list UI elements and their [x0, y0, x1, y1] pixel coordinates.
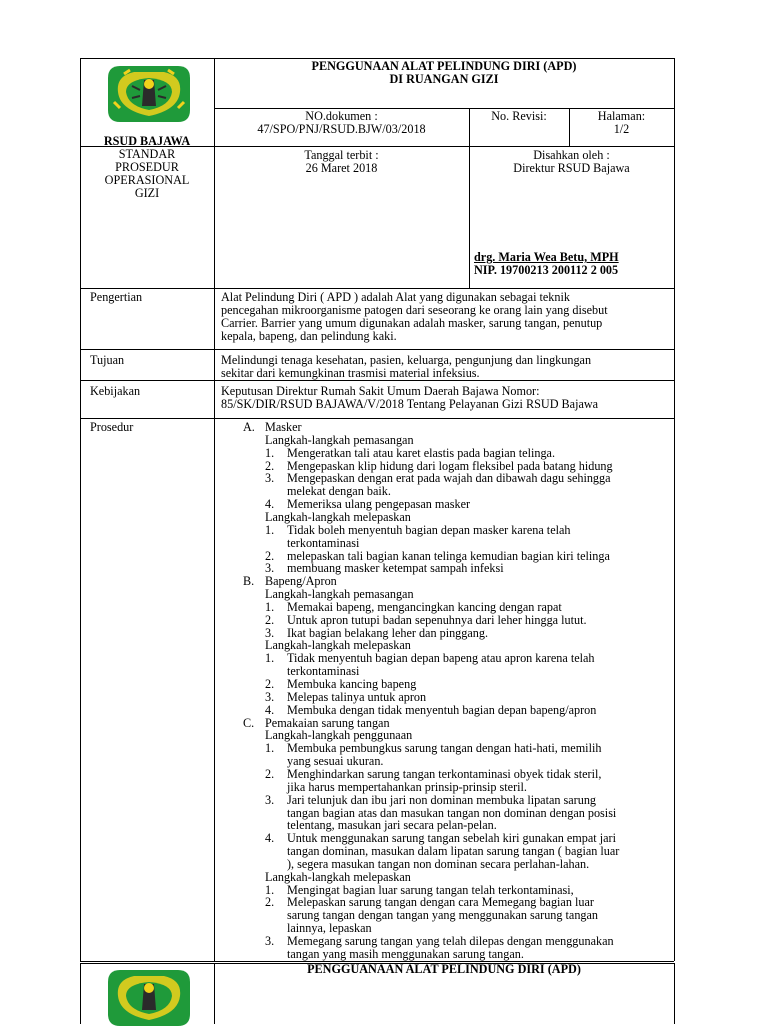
prosedur-line: yang sesuai ukuran.: [287, 754, 384, 769]
prosedur-line: tangan bagian atas dan masukan tangan non dominan dengan posisi: [287, 805, 617, 820]
prosedur-line: terkontaminasi: [287, 535, 360, 550]
prosedur-line: Memeriksa ulang pengepasan masker: [287, 497, 471, 512]
prosedur-marker: 4.: [265, 702, 275, 717]
prosedur-label: Prosedur: [90, 420, 134, 434]
prosedur-line: Melepas talinya untuk apron: [287, 689, 427, 704]
prosedur-marker: 2.: [265, 895, 275, 910]
prosedur-line: Pemakaian sarung tangan: [265, 715, 390, 730]
prosedur-marker: 1.: [265, 651, 275, 666]
prosedur-line: tangan yang masih menggunakan sarung tangan.: [287, 946, 524, 961]
prosedur-marker: 3.: [265, 792, 275, 807]
prosedur-marker: 2.: [265, 548, 275, 563]
prosedur-line: Tidak boleh menyentuh bagian depan masker karena telah: [287, 522, 571, 537]
prosedur-marker: 2.: [265, 766, 275, 781]
header-bottom: [80, 288, 674, 289]
date-value: 26 Maret 2018: [305, 161, 378, 175]
prosedur-line: lainnya, lepaskan: [287, 921, 372, 936]
tujuan-text-2: sekitar dari kemungkinan trasmisi material infeksius.: [221, 366, 480, 380]
prosedur-marker: 4.: [265, 831, 275, 846]
prosedur-marker: C.: [243, 715, 255, 730]
pengertian-text-1: Alat Pelindung Diri ( APD ) adalah Alat yang digunakan sebagai teknik: [221, 290, 570, 304]
doc-number-label: NO.dokumen :: [305, 109, 378, 123]
prosedur-line: Langkah-langkah pemasangan: [265, 587, 414, 602]
signer-nip: NIP. 19700213 200112 2 005: [474, 263, 619, 277]
prosedur-marker: 3.: [265, 689, 275, 704]
doc-number-value: 47/SPO/PNJ/RSUD.BJW/03/2018: [257, 122, 426, 136]
prosedur-line: telentang, masukan jari secara pelan-pelan.: [287, 818, 497, 833]
sop-label-line2: PROSEDUR: [115, 160, 179, 174]
prosedur-marker: 3.: [265, 471, 275, 486]
pengertian-text-4: kepala, bapeng, dan pelindung kaki.: [221, 329, 397, 343]
row-sep-1: [80, 349, 674, 350]
signer-name: drg. Maria Wea Betu, MPH: [474, 250, 619, 264]
prosedur-marker: B.: [243, 574, 255, 589]
next-page-border-right: [674, 963, 675, 1024]
next-page-title: PENGGUANAAN ALAT PELINDUNG DIRI (APD): [307, 962, 581, 976]
prosedur-line: tangan dominan, masukan dalam lipatan sarung tangan ( bagian luar: [287, 844, 620, 859]
prosedur-marker: 2.: [265, 458, 275, 473]
page-label: Halaman:: [597, 109, 646, 123]
table-border-right: [674, 58, 675, 961]
prosedur-marker: 1.: [265, 599, 275, 614]
prosedur-marker: 1.: [265, 741, 275, 756]
prosedur-marker: 1.: [265, 882, 275, 897]
prosedur-line: sarung tangan dengan tangan yang menggunakan sarung tangan: [287, 908, 599, 923]
prosedur-line: Tidak menyentuh bagian depan bapeng atau apron karena telah: [287, 651, 595, 666]
pengertian-text-3: Carrier. Barrier yang umum digunakan adalah masker, sarung tangan, penutup: [221, 316, 603, 330]
prosedur-line: ), segera masukan tangan non dominan secara perlahan-lahan.: [287, 856, 590, 871]
prosedur-line: Mengepaskan klip hidung dari logam fleksibel pada batang hidung: [287, 458, 613, 473]
prosedur-line: Membuka pembungkus sarung tangan dengan hati-hati, memilih: [287, 741, 602, 756]
approved-label: Disahkan oleh :: [533, 148, 610, 162]
prosedur-line: Jari telunjuk dan ibu jari non dominan membuka lipatan sarung: [287, 792, 597, 807]
hospital-name: RSUD BAJAWA: [103, 134, 191, 148]
next-page-border-left: [80, 963, 81, 1024]
prosedur-line: jika harus mempertahankan prinsip-prinsip steril.: [287, 779, 527, 794]
prosedur-line: Memakai bapeng, mengancingkan kancing dengan rapat: [287, 599, 562, 614]
prosedur-marker: 2.: [265, 677, 275, 691]
prosedur-line: Menghindarkan sarung tangan terkontaminasi obyek tidak steril,: [287, 766, 602, 781]
prosedur-line: Bapeng/Apron: [265, 574, 337, 589]
prosedur-line: Masker: [265, 420, 302, 434]
hospital-logo-next-page: [104, 966, 194, 1030]
tujuan-label: Tujuan: [90, 353, 125, 367]
prosedur-marker: 2.: [265, 612, 275, 627]
prosedur-line: Langkah-langkah pemasangan: [265, 432, 414, 447]
prosedur-marker: 4.: [265, 497, 275, 512]
prosedur-line: Melepaskan sarung tangan dengan cara Memegang bagian luar: [287, 895, 594, 910]
prosedur-line: Langkah-langkah melepaskan: [265, 638, 411, 653]
prosedur-marker: 3.: [265, 561, 275, 576]
doc-divider-1: [469, 108, 470, 288]
row-sep-2: [80, 380, 674, 381]
prosedur-marker: A.: [243, 420, 255, 434]
prosedur-line: membuang masker ketempat sampah infeksi: [287, 561, 504, 576]
sop-label-line4: GIZI: [134, 186, 160, 200]
prosedur-list: [214, 421, 674, 959]
prosedur-line: Ikat bagian belakang leher dan pinggang.: [287, 625, 489, 640]
prosedur-line: Membuka dengan tidak menyentuh bagian depan bapeng/apron: [287, 702, 597, 717]
prosedur-line: Membuka kancing bapeng: [287, 677, 417, 691]
document-title-line2: DI RUANGAN GIZI: [389, 72, 499, 86]
prosedur-line: Mengingat bagian luar sarung tangan telah terkontaminasi,: [287, 882, 574, 897]
kebijakan-label: Kebijakan: [90, 384, 141, 398]
prosedur-line: Langkah-langkah penggunaan: [265, 728, 413, 743]
document-title-line1: PENGGUNAAN ALAT PELINDUNG DIRI (APD): [311, 59, 577, 73]
prosedur-marker: 3.: [265, 625, 275, 640]
page-value: 1/2: [613, 122, 630, 136]
prosedur-line: Langkah-langkah melepaskan: [265, 509, 411, 524]
prosedur-marker: 1.: [265, 445, 275, 460]
row-sep-3: [80, 418, 674, 419]
prosedur-line: Untuk apron tutupi badan sepenuhnya dari leher hingga lutut.: [287, 612, 587, 627]
prosedur-line: Mengepaskan dengan erat pada wajah dan dibawah dagu sehingga: [287, 471, 611, 486]
prosedur-line: terkontaminasi: [287, 664, 360, 679]
prosedur-line: melepaskan tali bagian kanan telinga kemudian bagian kiri telinga: [287, 548, 610, 563]
kebijakan-text-2: 85/SK/DIR/RSUD BAJAWA/V/2018 Tentang Pelayanan Gizi RSUD Bajawa: [221, 397, 599, 411]
prosedur-line: Untuk menggunakan sarung tangan sebelah kiri gunakan empat jari: [287, 831, 616, 846]
sop-label-line1: STANDAR: [118, 147, 176, 161]
prosedur-line: Mengeratkan tali atau karet elastis pada bagian telinga.: [287, 445, 556, 460]
sop-label-line3: OPERASIONAL: [104, 173, 190, 187]
revision-label: No. Revisi:: [491, 109, 547, 123]
kebijakan-text-1: Keputusan Direktur Rumah Sakit Umum Daerah Bajawa Nomor:: [221, 384, 540, 398]
date-label: Tanggal terbit :: [304, 148, 379, 162]
tujuan-text-1: Melindungi tenaga kesehatan, pasien, keluarga, pengunjung dan lingkungan: [221, 353, 592, 367]
prosedur-line: Memegang sarung tangan yang telah dilepas dengan menggunakan: [287, 934, 614, 948]
prosedur-line: melekat dengan baik.: [287, 484, 391, 499]
pengertian-label: Pengertian: [90, 290, 143, 304]
prosedur-marker: 1.: [265, 522, 275, 537]
prosedur-line: Langkah-langkah melepaskan: [265, 869, 411, 884]
hospital-logo: [104, 62, 194, 126]
approved-by: Direktur RSUD Bajawa: [513, 161, 630, 175]
pengertian-text-2: pencegahan mikroorganisme patogen dari seseorang ke orang lain yang disebut: [221, 303, 608, 317]
prosedur-marker: 3.: [265, 934, 275, 948]
